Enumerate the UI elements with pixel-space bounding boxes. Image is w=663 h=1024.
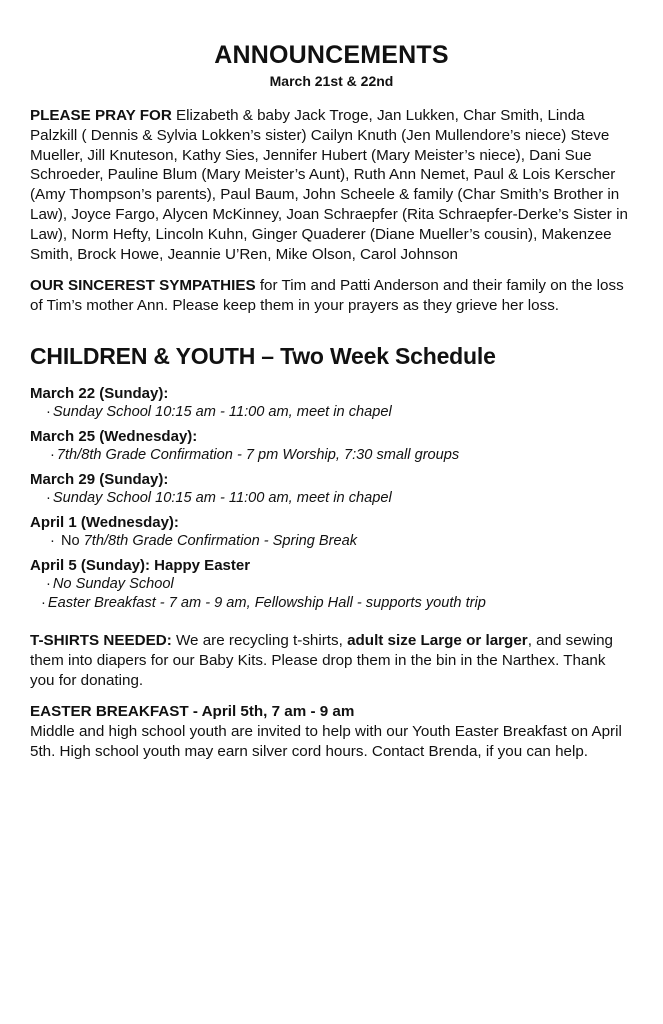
prayer-label: PLEASE PRAY FOR bbox=[30, 107, 172, 124]
sympathy-text: for Tim and Patti Anderson and their family on the loss of Tim’s mother Ann. Please keep them in your prayers as they grieve her loss. bbox=[30, 277, 624, 315]
schedule-day bbox=[30, 470, 633, 508]
schedule-list bbox=[30, 384, 633, 613]
schedule-event: · No 7th/8th Grade Confirmation - Spring Break bbox=[50, 532, 358, 549]
schedule-event: · Sunday School 10:15 am - 11:00 am, meet in chapel bbox=[46, 403, 392, 420]
prayer-text: Elizabeth & baby Jack Troge, Jan Lukken, Char Smith, Linda Palzkill ( Dennis & Sylvia Lokken’s sister) Cailyn Knuth (Jen Mullendore’s niece) Steve Mueller, Jill Knuteson, Kathy Sies, Jennifer Hubert (Mary Meister’s niece), Dani Sue Schroeder, Pauline Blum (Mary Meister’s Aunt), Ruth Ann Nemet, Paul & Lois Kerscher (Amy Thompson’s parents), Paul Baum, John Scheele & family (Char Smith’s Brother in Law), Joyce Fargo, Alycen McKinney, Joan Schraepfer (Rita Schraepfer-Derke’s Sister in Law), Norm Hefty, Lincoln Kuhn, Ginger Quaderer (Diane Mueller’s cousin), Makenzee Smith, Brock Howe, Jeannie U’Ren, Mike Olson, Carol Johnson bbox=[30, 107, 628, 263]
page-date: March 21st & 22nd bbox=[269, 73, 394, 89]
schedule-event: · 7th/8th Grade Confirmation - 7 pm Worship, 7:30 small groups bbox=[50, 446, 460, 463]
schedule-event: · No Sunday School bbox=[46, 575, 174, 592]
schedule-event: · Sunday School 10:15 am - 11:00 am, meet in chapel bbox=[46, 489, 392, 506]
schedule-event: · Easter Breakfast - 7 am - 9 am, Fellowship Hall - supports youth trip bbox=[41, 594, 486, 611]
schedule-day-date: March 29 (Sunday): bbox=[30, 470, 169, 488]
sympathy-label: OUR SINCEREST SYMPATHIES bbox=[30, 277, 256, 295]
schedule-day bbox=[30, 427, 633, 465]
schedule-day bbox=[30, 556, 633, 613]
schedule-heading: CHILDREN & YOUTH – Two Week Schedule bbox=[30, 342, 496, 369]
easter-text: Middle and high school youth are invited to help with our Youth Easter Breakfast on April 5th. High school youth may earn silver cord hours. Contact Brenda, if you can help. bbox=[30, 723, 622, 760]
schedule-day-date: March 22 (Sunday): bbox=[30, 384, 169, 402]
page-title: ANNOUNCEMENTS bbox=[214, 41, 449, 69]
schedule-day-date: April 1 (Wednesday): bbox=[30, 513, 179, 531]
schedule-day bbox=[30, 384, 633, 422]
schedule-day-date: March 25 (Wednesday): bbox=[30, 427, 198, 445]
prayer-list bbox=[30, 106, 633, 264]
tshirts-label: T-SHIRTS NEEDED: bbox=[30, 631, 172, 649]
sympathy-notice bbox=[30, 276, 633, 316]
tshirts-notice: T-SHIRTS NEEDED: We are recycling t-shirts, adult size Large or larger, and sewing them into diapers for our Baby Kits. Please drop them in the bin in the Narthex. Thank you for donating. bbox=[30, 631, 613, 689]
tshirts-highlight: adult size Large or larger bbox=[347, 631, 528, 649]
schedule-day-date: April 5 (Sunday): Happy Easter bbox=[30, 556, 251, 574]
easter-heading: EASTER BREAKFAST - April 5th, 7 am - 9 am bbox=[30, 703, 355, 721]
schedule-day bbox=[30, 513, 633, 551]
